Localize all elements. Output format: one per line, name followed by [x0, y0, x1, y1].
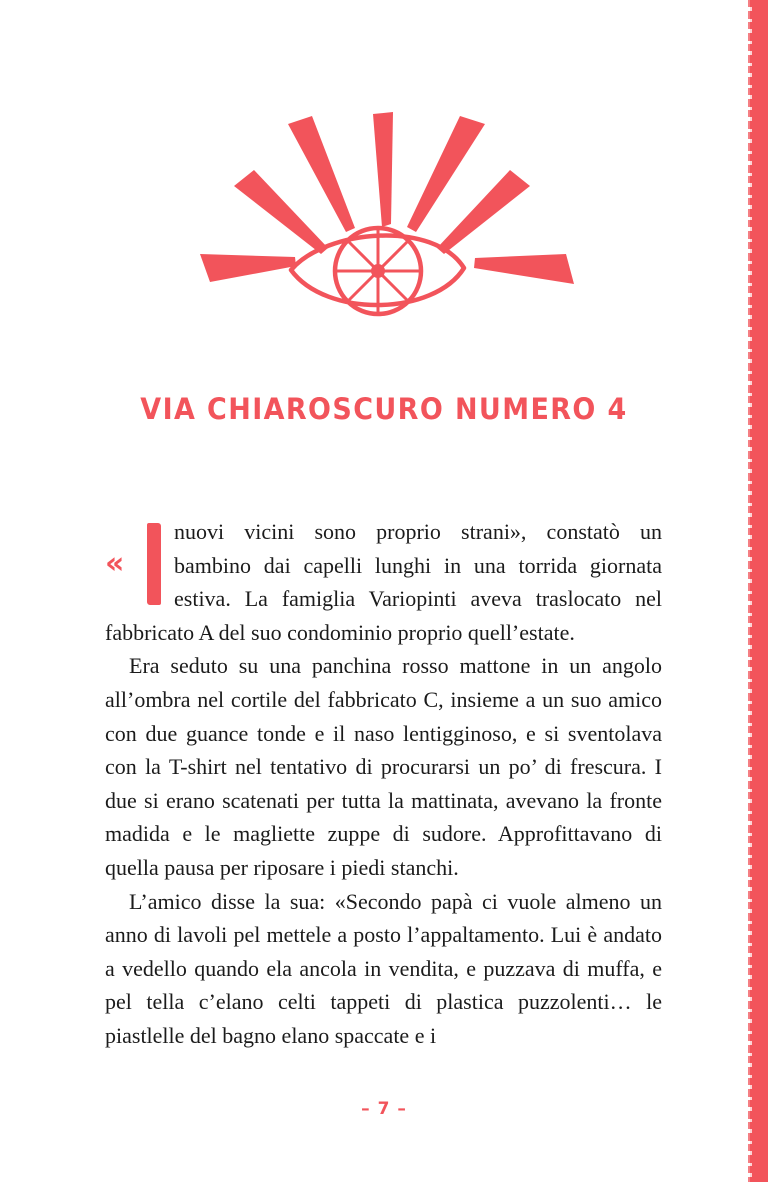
- ray-lower-left: [200, 254, 296, 282]
- opening-line-full: fabbricato A del suo condominio proprio quell’estate.: [105, 619, 575, 645]
- ray-lower-right: [474, 254, 574, 284]
- ray-mid-left: [234, 170, 328, 254]
- paragraph-friend: L’amico disse la sua: «Secondo papà ci vuole almeno un anno di lavoli pel mettele a posto l’appaltamento. Lui è andato a vedello quando ela ancola in vendita, e puzzava di muffa, e pel tella c’elano celti tappeti di plastica puzzolenti… le piastlelle del bagno elano spaccate e i: [105, 888, 662, 1048]
- page-edge-strip: [750, 0, 768, 1182]
- chapter-title: VIA CHIAROSCURO NUMERO 4: [140, 392, 628, 426]
- eye-pupil: [371, 264, 385, 278]
- opening-line: bambino dai capelli lunghi in una torrida giornata: [174, 552, 662, 578]
- page-number: – 7 –: [361, 1099, 407, 1119]
- ray-center: [373, 112, 393, 227]
- eye-with-sun-rays-icon: [190, 108, 580, 333]
- ray-mid-right: [437, 170, 530, 254]
- page-edge-texture: [748, 0, 752, 1182]
- opening-line: estiva. La famiglia Variopinti aveva traslocato nel: [174, 586, 662, 612]
- drop-cap-letter: [147, 523, 161, 605]
- ray-upper-left: [288, 116, 355, 232]
- opening-paragraph: [105, 515, 662, 649]
- chapter-body: [105, 515, 662, 1053]
- opening-lines: [105, 515, 662, 616]
- opening-line: nuovi vicini sono proprio strani», constatò un: [174, 519, 662, 544]
- paragraph-bench: Era seduto su una panchina rosso mattone in un angolo all’ombra nel cortile del fabbricato C, insieme a un suo amico con due guance tonde e il naso lentigginoso, e si sventolava con la T-shirt nel tentativo di procurarsi un po’ di frescura. I due si erano scatenati per tutta la mattinata, avevano la fronte madida e le magliette zuppe di sudore. Approfittavano di quella pausa per riposare i piedi stanchi.: [105, 653, 662, 880]
- opening-quote-mark: «: [105, 546, 125, 581]
